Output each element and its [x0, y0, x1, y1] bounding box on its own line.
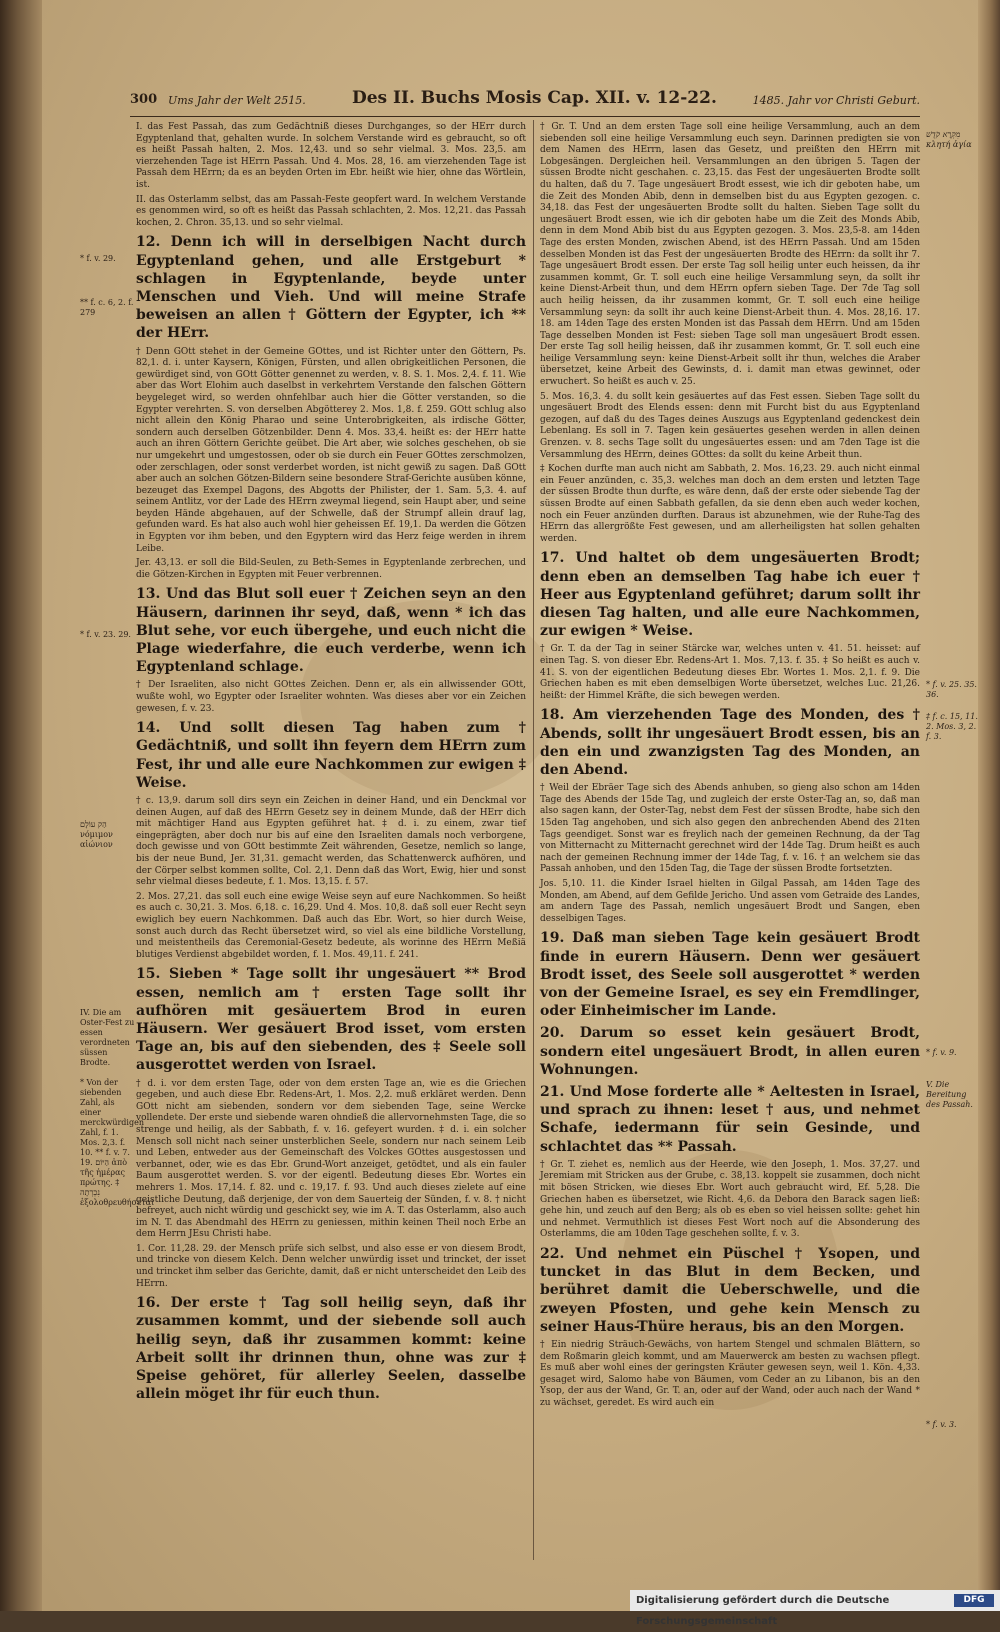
- commentary-note: † Gr. T. Und an dem ersten Tage soll eine heilige Versammlung, auch an dem siebenden soll eine heilige Versammlung euch seyn. Darinnen predigten sie von dem Namen des HErrn, lasen das Gesetz, und preißten den HErrn mit Lobgesängen. Dergleichen heil. Versammlungen an den übrigen 5. Tagen der süssen Brodte nicht geschahen. c. 23,15. das Fest der ungesäuerten Brodte sollt du halten, daß du 7. Tage ungesäuert Brodt essest, wie ich dir geboten habe, um die Zeit des Monden Abib, denn in demselben bist du aus Egypten gezogen. c. 34,18. das Fest der ungesäuerten Brodte sollt du halten. Sieben Tage sollt du ungesäuert Brodt essen, wie ich dir geboten habe um die Zeit des Monds Abib, denn in dem Mond Abib bist du aus Egypten gezogen. 3. Mos. 23,5-8. am 14den Tage des ersten Monden, zwischen Abend, ist des HErrn Passah. Und am 15den desselben Monden ist das Fest der ungesäuerten Brodte des HErrn: da sollt ihr 7. Tage ungesäuert Brodt essen. Der erste Tag soll heilig unter euch heissen, da ihr zusammen kommt, Gr. T. soll euch eine heilige Versammlung seyn, da sollt ihr keine Dienst-Arbeit thun, und dem HErrn opfern sieben Tage. Der 7de Tag soll auch heilig heissen, da ihr zusammen kommt, Gr. T. soll euch eine heilige Versammlung seyn: da sollt ihr auch keine Dienst-Arbeit thun. 4. Mos. 28,16. 17. 18. am 14den Tage des ersten Monden ist das Passah dem HErrn. Und am 15den Tage desselben Monden ist Fest: sieben Tage soll man ungesäuert Brodt essen. Der erste Tag soll heilig heissen, daß ihr zusammen kommt, Gr. T. soll euch eine heilige Versammlung seyn: keine Dienst-Arbeit sollt ihr thun, welches die Araber übersetzet, keine Arbeit des Gewinsts, d. i. damit man etwas gewinnet, oder erwuchert. So heißt es auch v. 25.: [540, 122, 920, 388]
- commentary-note: Jer. 43,13. er soll die Bild-Seulen, zu Beth-Semes in Egyptenlande zerbrechen, und die Götzen-Kirchen in Egypten mit Feuer verbrennen.: [136, 558, 526, 580]
- verse-paragraph: 14. Und sollt diesen Tag haben zum † Gedächtniß, und sollt ihn feyern dem HErrn zum Fest, ihr und alle eure Nachkommen zur ewigen ‡ Weise.: [136, 720, 526, 791]
- commentary-note: † d. i. vor dem ersten Tage, oder von dem ersten Tage an, wie es die Griechen gegeben, und auch diese Ebr. Redens-Art, 1. Mos. 2,2. muß erkläret werden. Denn GOtt nicht am siebenden, sondern vor dem siebenden Tage, seine Wercke vollendete. Der erste und siebende waren ohndieß die allervornehmsten Tage, die so strenge und heilig, als der Sabbath, f. v. 16. gefeyert wurden. ‡ d. i. ein solcher Mensch soll nicht nach seiner unsterblichen Seele, sondern nur nach seinem Leib und Leben, entweder aus der Gemeinschaft des Volckes GOttes ausgestossen und verbannet, oder, wie es das Ebr. Grund-Wort anzeiget, getödtet, und als ein fauler Baum ausgerottet werden. S. vor der eigentl. Bedeutung dieses Ebr. Wortes ein mehrers 1. Mos. 17,14. f. 82. und c. 19,17. f. 93. Und auch dieses zielete auf eine geistliche Deutung, daß derjenige, der von dem Sauerteig der Sünden, f. v. 8. † nicht befreyet, auch nicht würdig und geschickt sey, wie im A. T. das Osterlamm, also auch im N. T. das Abendmahl des HErrn zu geniessen, mithin keinen Theil noch Erbe an dem Herrn JEsu Christi habe.: [136, 1078, 526, 1240]
- margin-note-right: * f. v. 25. 35. 36.: [926, 680, 977, 699]
- margin-note-left: * f. v. 23. 29.: [80, 630, 131, 639]
- page-edge: [978, 0, 1000, 1590]
- margin-note-left: IV. Die am Oster-Fest zu essen verordneten süssen Brodte.: [80, 1008, 135, 1067]
- commentary-note: I. das Fest Passah, das zum Gedächtniß dieses Durchganges, so der HErr durch Egyptenland that, gehalten wurde. In solchem Verstande wird es gebraucht, so oft es heißt Passah halten, 2. Mos. 12,43. und so sehr vielmal. 3. Mos. 23,5. am vierzehenden Tage ist HErrn Passah. Und 4. Mos. 28, 16. am vierzehenden Tage ist Passah dem HErrn; da es an beyden Orten im Ebr. heißt wie hier, ohne das Wörtlein, ist.: [136, 122, 526, 190]
- verse-paragraph: 21. Und Mose forderte alle * Aeltesten in Israel, und sprach zu ihnen: leset † aus, und nehmet Schafe, iedermann für sein Gesinde, und schlachtet das ** Passah.: [540, 1083, 920, 1155]
- commentary-note: † Gr. T. ziehet es, nemlich aus der Heerde, wie den Joseph, 1. Mos. 37,27. und Jeremiam mit Stricken aus der Grube, c. 38,13. koppelt sie zusammen, doch nicht mit bösen Stricken, wie dieses Ebr. Wort auch gebraucht wird, Ef. 5,28. Die Griechen haben es übersetzet, wie Richt. 4,6. da Debora den Barack sagen ließ: gehe hin, und zeuch auf den Berg; als ob es eben so viel heissen sollte: gehet hin und nehmet. Vermuthlich ist dieses Fest Wort noch auf die Absonderung des Osterlamms, die am 10den Tage geschehen sollte, f. v. 3.: [540, 1159, 920, 1240]
- verse-paragraph: 13. Und das Blut soll euer † Zeichen seyn an den Häusern, darinnen ihr seyd, daß, wenn * ich das Blut sehe, vor euch übergehe, und euch nicht die Plage wiederfahre, die euch verderbe, wenn ich Egyptenland schlage.: [136, 586, 526, 676]
- commentary-note: † Weil der Ebräer Tage sich des Abends anhuben, so gieng also schon am 14den Tage des Abends der 15de Tag, und zugleich der erste Oster-Tag an, so, daß man also sagen kann, der Oster-Tag, nebst dem Fest der süssen Brodte, habe sich den 15den Tag angehoben, und sich also gegen den anbrechenden Abend des 21ten Tags geendiget. Sonst war es freylich nach der gemeinen Rechnung, da der Tag von Mitternacht zu Mitternacht gerechnet wird der 14de Tag. Drum heißt es auch nach der gemeinen Rechnung immer der 14de Tag, f. v. 16. † an welchem sie das Passah anhoben, und den 15den Tag, die Tage der süssen Brodte fortsetzten.: [540, 783, 920, 875]
- margin-note-right: מִקְרָא קֹדֶשׁ κλητή ἁγία: [926, 130, 972, 149]
- verse-paragraph: 19. Daß man sieben Tage kein gesäuert Brodt finde in eurern Häusern. Denn wer gesäuert Brodt isset, des Seele soll ausgerottet * werden von der Gemeine Israel, es sey ein Fremdlinger, oder Einheimischer im Lande.: [540, 930, 920, 1020]
- margin-note-left: ** f. c. 6, 2. f. 279: [80, 298, 134, 317]
- dfg-logo: DFG: [954, 1594, 994, 1607]
- chapter-title: Des II. Buchs Mosis Cap. XII. v. 12-22.: [352, 88, 717, 108]
- world-year: Ums Jahr der Welt 2515.: [168, 94, 306, 107]
- christ-year: 1485. Jahr vor Christi Geburt.: [752, 94, 920, 107]
- digitization-footer: [630, 1590, 1000, 1627]
- book-spine: [0, 0, 42, 1611]
- commentary-note: † Gr. T. da der Tag in seiner Stärcke war, welches unten v. 41. 51. heisset: auf einen Tag. S. von dieser Ebr. Redens-Art 1. Mos. 7,13. f. 35. ‡ So heißt es auch v. 41. S. von der eigentlichen Bedeutung dieses Ebr. Wortes 1. Mos. 2,1. f. 9. Die Griechen haben es mit eben demselbigen Worte übersetzet, welches Luc. 21,26. heißt: der Himmel Kräfte, die sich bewegen werden.: [540, 644, 920, 701]
- column-divider: [533, 120, 534, 1560]
- verse-paragraph: 17. Und haltet ob dem ungesäuerten Brodt; denn eben an demselben Tag habe ich euer † Heer aus Egyptenland geführet; darum sollt ihr diesen Tag halten, und alle eure Nachkommen, zur ewigen * Weise.: [540, 550, 920, 640]
- commentary-note: 2. Mos. 27,21. das soll euch eine ewige Weise seyn auf eure Nachkommen. So heißt es auch c. 30,21. 3. Mos. 6,18. c. 16,29. Und 4. Mos. 10,8. daß soll euer Recht seyn ewiglich bey euern Nachkommen. Daß auch das Ebr. Wort, so hier durch Weise, sonst auch durch das Recht übersetzet wird, so viel als eine bildliche Vorstellung, und meistentheils das Ceremonial-Gesetz bedeute, als worinne des HErrn Meßiä blutiges Verdienst abgebildet worden, f. 1. Mos. 49,11. f. 241.: [136, 891, 526, 960]
- right-column: [540, 122, 920, 1572]
- commentary-note: ‡ Kochen durfte man auch nicht am Sabbath, 2. Mos. 16,23. 29. auch nicht einmal ein Feuer anzünden, c. 35,3. welches man doch an dem ersten und letzten Tage der süssen Brodte thun durfte, es wäre denn, daß der erste oder siebende Tag der süssen Brodte auf einen Sabbath gefallen, da sie denn eben auch weder kochen, noch ein Feuer anzünden durften. Daraus ist abzunehmen, wie der Ruhe-Tag des HErrn das allergrößte Fest gewesen, und am allerheiligsten hat sollen gehalten werden.: [540, 464, 920, 544]
- margin-note-right: V. Die Bereitung des Passah.: [926, 1080, 973, 1109]
- commentary-note: 1. Cor. 11,28. 29. der Mensch prüfe sich selbst, und also esse er von diesem Brodt, und trincke von diesem Kelch. Denn welcher unwürdig isset und trincket, der isset und trincket ihm selber das Gerichte, damit, daß er nicht unterscheidet den Leib des HErrn.: [136, 1243, 526, 1289]
- header-rule: [130, 116, 920, 117]
- commentary-note: † Denn GOtt stehet in der Gemeine GOttes, und ist Richter unter den Göttern, Ps. 82,1. d. i. unter Kaysern, Königen, Fürsten, und allen obrigkeitlichen Personen, die gewürdiget sind, von GOtt Götter genennet zu werden, v. 8. S. 1. Mos. 2,4. f. 11. Wie aber das Wort Elohim auch daselbst in verkehrtem Verstande den falschen Göttern beygeleget wird, so werden ohnfehlbar auch hier die Götter verstanden, so die Egypter verehrten. S. von derselben Abgötterey 2. Mos. 1,8. f. 259. GOtt schlug also nicht allein den König Pharao und seine Unterobrigkeiten, als irdische Götter, sondern auch derselben Götzenbilder. Denn 4. Mos. 33,4. heißt es: der HErr hatte auch an ihren Göttern Gerichte geübet. Die Art aber, wie solches geschehen, ob sie nur umgekehrt und umgestossen, oder ob sie durch ein Feuer GOttes zerschmolzen, oder zerschlagen, oder sonst verderbet worden, ist nicht gewiß zu sagen. Daß GOtt aber auch an solchen Götzen-Bildern seine besondere Straf-Gerichte ausüben könne, bezeuget das Exempel Dagons, des Abgotts der Philister, der 1. Sam. 5,3. 4. auf seinem Antlitz, vor der Lade des HErrn zweymal liegend, sein Haupt aber, und seine beyden Hände abgehauen, auf der Schwelle, daß der Strumpf allein drauf lag, gefunden ward. Es hat also auch wohl hier geheissen Ef. 19,1. Da werden die Götzen in Egypten vor ihm beben, und den Egyptern wird das Herz feige werden in ihrem Leibe.: [136, 346, 526, 554]
- margin-note-left: הַק עוֹלָם νόμιμον αἰώνιον: [80, 820, 113, 849]
- verse-paragraph: 15. Sieben * Tage sollt ihr ungesäuert ** Brod essen, nemlich am † ersten Tage sollt ihr aufhören mit gesäuertem Brod in euren Häusern. Wer gesäuert Brod isset, vom ersten Tage an, bis auf den siebenden, des ‡ Seele soll ausgerottet werden von Israel.: [136, 966, 526, 1074]
- running-header: [130, 88, 920, 114]
- verse-paragraph: 12. Denn ich will in derselbigen Nacht durch Egyptenland gehen, und alle Erstgeburt * schlagen in Egyptenlande, beyde unter Menschen und Vieh. Und will meine Strafe beweisen an allen † Göttern der Egypter, ich ** der HErr.: [136, 234, 526, 342]
- commentary-note: 5. Mos. 16,3. 4. du sollt kein gesäuertes auf das Fest essen. Sieben Tage sollt du ungesäuert Brodt des Elends essen: denn mit Furcht bist du aus Egyptenland gezogen, auf daß du des Tages deines Auszugs aus Egyptenland gedenckest dein Lebenlang. Es soll in 7. Tagen kein gesäuertes gesehen werden in allen deinen Grenzen. v. 8. sechs Tage sollt du ungesäuertes essen: und am 7den Tage ist die Versammlung des HErrn, deines GOttes: da sollt du keine Arbeit thun.: [540, 391, 920, 460]
- margin-note-right: * f. v. 3.: [926, 1420, 957, 1429]
- margin-note-right: * f. v. 9.: [926, 1048, 957, 1057]
- verse-paragraph: 20. Darum so esset kein gesäuert Brodt, sondern eitel ungesäuert Brodt, in allen euren Wohnungen.: [540, 1025, 920, 1078]
- footer-credit: Digitalisierung gefördert durch die Deutsche Forschungsgemeinschaft: [636, 1595, 890, 1627]
- margin-note-left: * f. v. 29.: [80, 254, 116, 263]
- commentary-note: † Ein niedrig Sträuch-Gewächs, von hartem Stengel und schmalen Blättern, so dem Roßmarin gleich kommt, und am Mauerwerck am besten zu wachsen pflegt. Es muß aber wohl eines der geringsten Kräuter gewesen seyn, weil 1. Kön. 4,33. gesaget wird, Salomo habe von Bäumen, vom Ceder an zu Libanon, bis an den Ysop, der aus der Wand, Gr. T. an, oder auf der Wand, oder auch nach der Wand * zu wächset, geredet. Es wird auch ein: [540, 1339, 920, 1408]
- commentary-note: † c. 13,9. darum soll dirs seyn ein Zeichen in deiner Hand, und ein Denckmal vor deinen Augen, auf daß des HErrn Gesetz sey in deinem Munde, daß der HErr dich mit mächtiger Hand aus Egypten geführet hat. ‡ d. i. zu einem, zwar tief eingeprägten, aber doch nur bis auf eine den Israeliten damals noch verborgene, doch gewisse und von GOtt bestimmte Zeit währenden, Gesetze, nemlich so lange, bis der neue Bund, Jer. 31,31. gemacht werden, das Schattenwerck aufhören, und der Cörper selbst kommen sollte, Col. 2,1. Denn daß das Wort, Ewig, hier und sonst sehr vielmal dieses bedeute, f. 1. Mos. 13,15. f. 57.: [136, 796, 526, 888]
- margin-note-left: * Von der siebenden Zahl, als einer merckwürdigen Zahl, f. 1. Mos. 2,3. f. 10. ** f. v. 7. 19. הַיּוֹם ἀπὸ τῆς ἡμέρας πρώτης. ‡ נִכְרְתָה ἐξολοθρευθήσεται: [80, 1078, 155, 1207]
- verse-paragraph: 16. Der erste † Tag soll heilig seyn, daß ihr zusammen kommt, und der siebende soll auch heilig seyn, daß ihr zusammen kommt: keine Arbeit sollt ihr drinnen thun, ohne was zur ‡ Speise gehöret, für allerley Seelen, dasselbe allein möget ihr für euch thun.: [136, 1295, 526, 1403]
- commentary-note: † Der Israeliten, also nicht GOttes Zeichen. Denn er, als ein allwissender GOtt, wußte wohl, wo Egypter oder Israeliter wohnten. Was dieses aber vor ein Zeichen gewesen, f. v. 23.: [136, 680, 526, 714]
- commentary-note: Jos. 5,10. 11. die Kinder Israel hielten in Gilgal Passah, am 14den Tage des Monden, am Abend, auf dem Gefilde Jericho. Und assen vom Getraide des Landes, am andern Tage des Passah, nemlich ungesäuert Brodt und Sangen, eben desselbigen Tages.: [540, 878, 920, 924]
- commentary-note: II. das Osterlamm selbst, das am Passah-Feste geopfert ward. In welchem Verstande es genommen wird, so oft es heißt das Passah schlachten, 2. Mos. 12,21. das Passah kochen, 2. Chron. 35,13. und so sehr vielmal.: [136, 194, 526, 228]
- verse-paragraph: 22. Und nehmet ein Püschel † Ysopen, und tuncket in das Blut in dem Becken, und berühret damit die Ueberschwelle, und die zweyen Pfosten, und gehe kein Mensch zu seiner Haus-Thüre heraus, bis an den Morgen.: [540, 1245, 920, 1335]
- margin-note-right: ‡ f. c. 15, 11. 2. Mos. 3, 2. f. 3.: [926, 712, 978, 741]
- page-number: 300: [130, 92, 158, 107]
- verse-paragraph: 18. Am vierzehenden Tage des Monden, des † Abends, sollt ihr ungesäuert Brodt essen, bis an den ein und zwanzigsten Tag des Monden, an den Abend.: [540, 707, 920, 778]
- left-column: [136, 122, 526, 1572]
